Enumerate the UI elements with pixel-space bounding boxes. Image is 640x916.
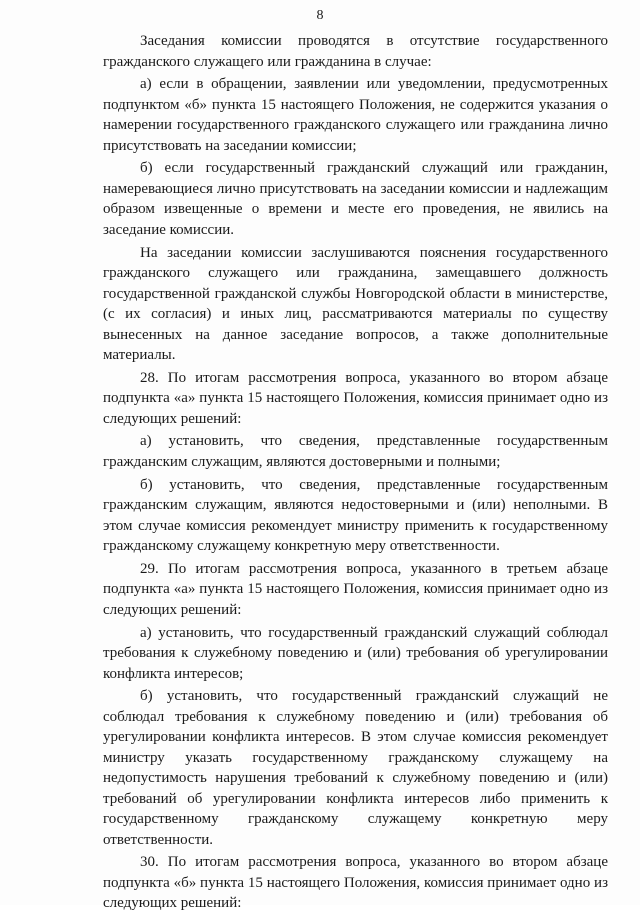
paragraph-session-absence: Заседания комиссии проводятся в отсутствие государственного гражданского служащего или гражданина в случае: — [103, 33, 608, 70]
paragraph-hearing-explanations: На заседании комиссии заслушиваются пояснения государственного гражданского служащего или гражданина, замещавшего должность государственной гражданской службы Новгородской области в министерстве, (с их согласия) и иных лиц, рассматриваются материалы по существу вынесенных на данное заседание вопросов, а также дополнительные материалы. — [103, 244, 608, 364]
paragraph-absence-case-b: б) если государственный гражданский служащий или гражданин, намеревающиеся лично присутствовать на заседании комиссии и надлежащим образом извещенные о времени и месте его проведения, не явились на заседание комиссии. — [103, 160, 608, 238]
paragraph-item-29-b: б) установить, что государственный гражданский служащий не соблюдал требования к служебному поведению и (или) требования об урегулировании конфликта интересов. В этом случае комиссия рекомендует министру указать государственному гражданскому служащему на недопустимость нарушения требований к служебному поведению и (или) требований об урегулировании конфликта интересов либо применить к государственному гражданскому служащему конкретную меру ответственности. — [103, 688, 608, 848]
page-number: 8 — [316, 8, 324, 23]
paragraph-item-28-a: а) установить, что сведения, представленные государственным гражданским служащим, являются достоверными и полными; — [103, 433, 608, 470]
paragraph-item-29: 29. По итогам рассмотрения вопроса, указанного в третьем абзаце подпункта «а» пункта 15 настоящего Положения, комиссия принимает одно из следующих решений: — [103, 560, 608, 618]
paragraph-item-28-b: б) установить, что сведения, представленные государственным гражданским служащим, являются недостоверными и (или) неполными. В этом случае комиссия рекомендует министру применить к государственному гражданскому служащему конкретную меру ответственности. — [103, 476, 608, 555]
paragraph-item-28: 28. По итогам рассмотрения вопроса, указанного во втором абзаце подпункта «а» пункта 15 настоящего Положения, комиссия принимает одно из следующих решений: — [103, 369, 608, 427]
paragraph-absence-case-a: а) если в обращении, заявлении или уведомлении, предусмотренных подпунктом «б» пункта 15 настоящего Положения, не содержится указания о намерении государственного гражданского служащего или гражданина лично присутствовать на заседании комиссии; — [103, 76, 608, 154]
paragraph-item-29-a: а) установить, что государственный гражданский служащий соблюдал требования к служебному поведению и (или) требования об урегулировании конфликта интересов; — [103, 624, 608, 682]
document-body — [103, 31, 608, 916]
paragraph-item-30: 30. По итогам рассмотрения вопроса, указанного во втором абзаце подпункта «б» пункта 15 настоящего Положения, комиссия принимает одно из следующих решений: — [103, 854, 608, 912]
